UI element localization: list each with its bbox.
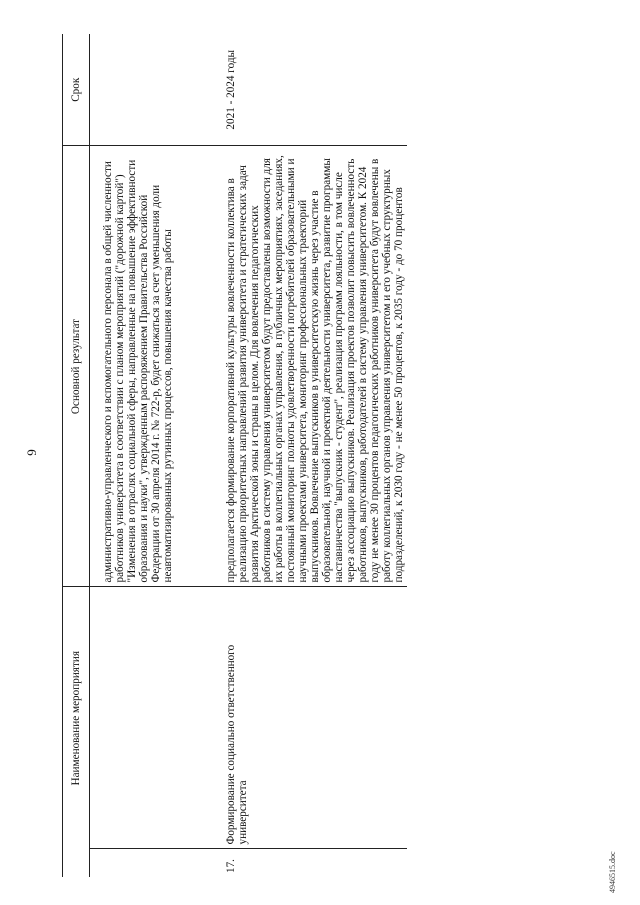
activities-table: [62, 34, 407, 877]
row-result: предполагается формирование корпоративной культуры вовлеченности коллектива в реализацию приоритетных направлений развития университета и стратегических задач развития Арктической зоны и страны в целом. Для вовлечения педагогических работников в систему управления университетом будут предоставлены возможности для их работы в коллегиальных органах управления, в публичных мероприятиях, заседаниях, постоянный мониторинг полноты удовлетворенности потребителей образовательными и научными проектами университета, мониторинг профессиональных траекторий выпускников. Вовлечение выпускников в университетскую жизнь через участие в образовательной, научной и проектной деятельности университета, развитие программы наставничества "выпускник - студент", реализация программ лояльности, в том числе через ассоциацию выпускников. Реализация проектов позволит повысить вовлеченность работников, выпускников, работодателей в систему управления университетом. К 2024 году не менее 30 процентов педагогических работников университета будут вовлечены в работу коллегиальных органов управления университетом и его учебных структурных подразделений, к 2030 году - не менее 50 процентов, к 2035 году - до 70 процентов: [219, 146, 407, 587]
table-header-row: [63, 34, 90, 877]
header-term: Срок: [63, 34, 90, 146]
header-name: Наименование мероприятия: [63, 587, 90, 849]
row-term: [90, 34, 220, 146]
row-name: [90, 587, 220, 849]
header-number: [63, 849, 90, 877]
header-result: Основной результат: [63, 146, 90, 587]
footer-code: 4946515.doc: [608, 851, 617, 893]
row-number: 17.: [219, 849, 407, 877]
row-name: Формирование социально ответственного университета: [219, 587, 407, 849]
row-number: [90, 849, 220, 877]
page-number: 9: [24, 449, 39, 456]
row-term: 2021 - 2024 годы: [225, 49, 237, 130]
table-row: [219, 34, 407, 877]
table-row: [90, 34, 220, 877]
row-result: административно-управленческого и вспомогательного персонала в общей численности работников университета в соответствии с планом мероприятий ("дорожной картой") "Изменения в отраслях социальной сферы, направленные на повышение эффективности образования и науки", утвержденным распоряжением Правительства Российской Федерации от 30 апреля 2014 г. № 722-р, будет снижаться за счет уменьшения доли неавтоматизированных рутинных процессов, повышения качества работы: [90, 146, 220, 587]
